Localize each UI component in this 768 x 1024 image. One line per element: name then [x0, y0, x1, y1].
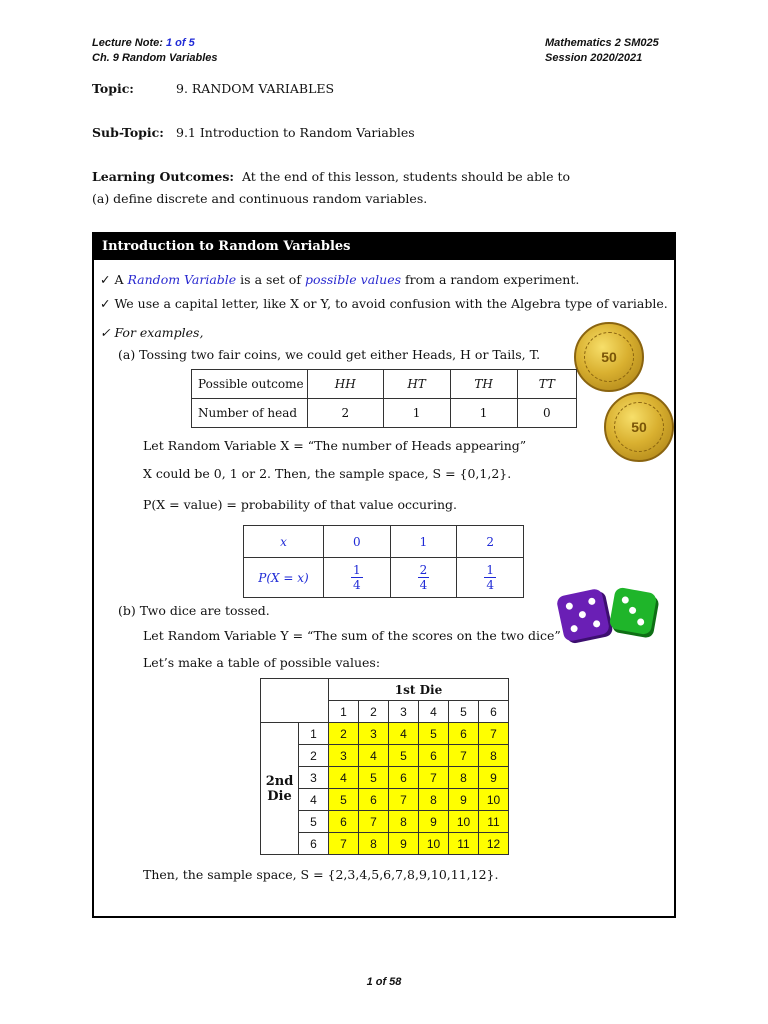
sum-cell: 8: [449, 767, 479, 789]
fraction: $\frac{2}{4}$: [419, 563, 428, 592]
sum-cell: 11: [449, 833, 479, 855]
sum-cell: 6: [449, 723, 479, 745]
sum-cell: 4: [329, 767, 359, 789]
sum-cell: 10: [479, 789, 509, 811]
outcomes-table: [191, 369, 577, 428]
table-row: Number of head 2 1 1 0: [192, 399, 577, 428]
row-header-cell: 3: [299, 767, 329, 789]
table-row: [261, 789, 509, 811]
bullet-examples: ✓ For examples,: [100, 325, 204, 340]
term-possible-values: possible values: [304, 272, 402, 287]
sum-cell: 5: [359, 767, 389, 789]
sum-cell: 2: [329, 723, 359, 745]
sum-cell: 10: [419, 833, 449, 855]
purple-die-image: [556, 588, 611, 643]
part-a-text: (a) Tossing two fair coins, we could get either Heads, H or Tails, T.: [118, 347, 541, 362]
table-row: [261, 745, 509, 767]
sum-cell: 5: [419, 723, 449, 745]
sum-cell: 5: [389, 745, 419, 767]
table-row: [261, 723, 509, 745]
table-row: [261, 811, 509, 833]
px-definition: P(X = value) = probability of that value occuring.: [143, 497, 458, 512]
table-row: [261, 833, 509, 855]
course-name: Mathematics 2 SM025: [545, 37, 659, 49]
sum-cell: 7: [329, 833, 359, 855]
outcome-item-a: (a) define discrete and continuous random variables.: [92, 191, 428, 206]
sum-cell: 6: [359, 789, 389, 811]
subtopic-label: Sub-Topic:: [92, 125, 164, 140]
table-row: x 0 1 2: [244, 526, 524, 558]
sum-cell: 6: [329, 811, 359, 833]
table-row: 1 2 3 4 5 6: [261, 701, 509, 723]
sum-cell: 7: [389, 789, 419, 811]
topic-value: 9. RANDOM VARIABLES: [176, 81, 335, 96]
let-y-text: Let Random Variable Y = “The sum of the scores on the two dice”: [143, 628, 561, 643]
coin-image-2: 50: [604, 392, 674, 462]
fraction: $\frac{1}{4}$: [486, 563, 494, 592]
sum-cell: 9: [389, 833, 419, 855]
bullet-capital-letter: ✓ We use a capital letter, like X or Y, to avoid confusion with the Algebra type of variable.: [100, 296, 668, 311]
check-icon: ✓: [100, 272, 111, 287]
row-header-cell: 4: [299, 789, 329, 811]
sum-cell: 7: [479, 723, 509, 745]
sum-cell: 9: [419, 811, 449, 833]
probability-table: [243, 525, 524, 598]
bullet-random-variable: ✓ A Random Variable is a set of possible values from a random experiment.: [100, 272, 580, 287]
subtopic-value: 9.1 Introduction to Random Variables: [176, 125, 415, 140]
sum-cell: 4: [359, 745, 389, 767]
page-header-left: [92, 36, 218, 66]
let-x-text: Let Random Variable X = “The number of Heads appearing”: [143, 438, 527, 453]
row-header-cell: 2: [299, 745, 329, 767]
sum-cell: 10: [449, 811, 479, 833]
sum-cell: 9: [449, 789, 479, 811]
table-row: Possible outcome HH HT TH TT: [192, 370, 577, 399]
sum-cell: 5: [329, 789, 359, 811]
part-b-text: (b) Two dice are tossed.: [118, 603, 270, 618]
x-could-text: X could be 0, 1 or 2. Then, the sample space, S = {0,1,2}.: [143, 466, 512, 481]
session-label: Session 2020/2021: [545, 52, 643, 64]
sum-cell: 8: [389, 811, 419, 833]
lecture-note-value: 1 of 5: [165, 37, 195, 49]
sum-cell: 12: [479, 833, 509, 855]
row-header-cell: 5: [299, 811, 329, 833]
sum-cell: 6: [389, 767, 419, 789]
sample-space-text: Then, the sample space, S = {2,3,4,5,6,7,8,9,10,11,12}.: [143, 867, 499, 882]
sum-cell: 7: [449, 745, 479, 767]
learning-outcomes: [92, 169, 570, 184]
chapter-title: Ch. 9 Random Variables: [92, 52, 218, 64]
table-row: [261, 767, 509, 789]
page-header-right: [545, 36, 659, 66]
sum-cell: 7: [419, 767, 449, 789]
first-die-header: 1st Die: [329, 679, 509, 701]
sum-cell: 6: [419, 745, 449, 767]
outcomes-label: Learning Outcomes:: [92, 169, 234, 184]
sum-cell: 7: [359, 811, 389, 833]
outcomes-text: At the end of this lesson, students should be able to: [241, 169, 571, 184]
sum-cell: 3: [359, 723, 389, 745]
sum-cell: 8: [419, 789, 449, 811]
coin-image-1: 50: [574, 322, 644, 392]
sum-cell: 3: [329, 745, 359, 767]
sum-cell: 8: [479, 745, 509, 767]
sum-cell: 8: [359, 833, 389, 855]
page-number: 1 of 58: [366, 976, 402, 988]
sum-cell: 9: [479, 767, 509, 789]
row-header-cell: 1: [299, 723, 329, 745]
dice-sum-table: [260, 678, 509, 855]
table-row: P(X = x) $\frac{1}{4}$ $\frac{2}{4}$ $\frac{1}{4}$: [244, 558, 524, 598]
green-die-image: [609, 587, 658, 636]
topic-label: Topic:: [92, 81, 134, 96]
sum-cell: 4: [389, 723, 419, 745]
box-title: Introduction to Random Variables: [94, 234, 674, 260]
lets-make-text: Let’s make a table of possible values:: [143, 655, 381, 670]
sum-cell: 11: [479, 811, 509, 833]
lecture-note: Lecture Note: 1 of 5: [92, 37, 195, 49]
row-header-cell: 6: [299, 833, 329, 855]
second-die-header: 2nd Die: [261, 723, 299, 855]
fraction: $\frac{1}{4}$: [353, 563, 361, 592]
term-random-variable: Random Variable: [127, 272, 237, 287]
table-row: [261, 679, 509, 701]
